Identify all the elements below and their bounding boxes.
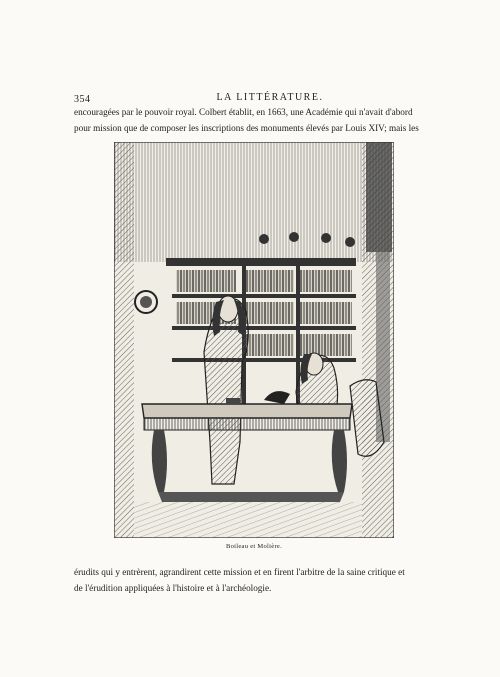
text-line: érudits qui y entrèrent, agrandirent cette mission et en firent l'arbitre de la saine critique et: [74, 567, 405, 577]
running-title: LA LITTÉRATURE.: [216, 92, 324, 103]
text-line: encouragées par le pouvoir royal. Colbert établit, en 1663, une Académie qui n'avait d'abord: [74, 107, 413, 117]
text-line: de l'érudition appliquées à l'histoire et à l'archéologie.: [74, 583, 272, 593]
text-line: pour mission que de composer les inscriptions des monuments élevés par Louis XIV; mais les: [74, 123, 419, 133]
figure-caption: Boileau et Molière.: [225, 543, 283, 550]
paragraph-bottom: [74, 564, 440, 596]
page-number: 354: [74, 94, 91, 105]
engraving-illustration: [114, 142, 394, 538]
paragraph-top: [74, 104, 440, 136]
